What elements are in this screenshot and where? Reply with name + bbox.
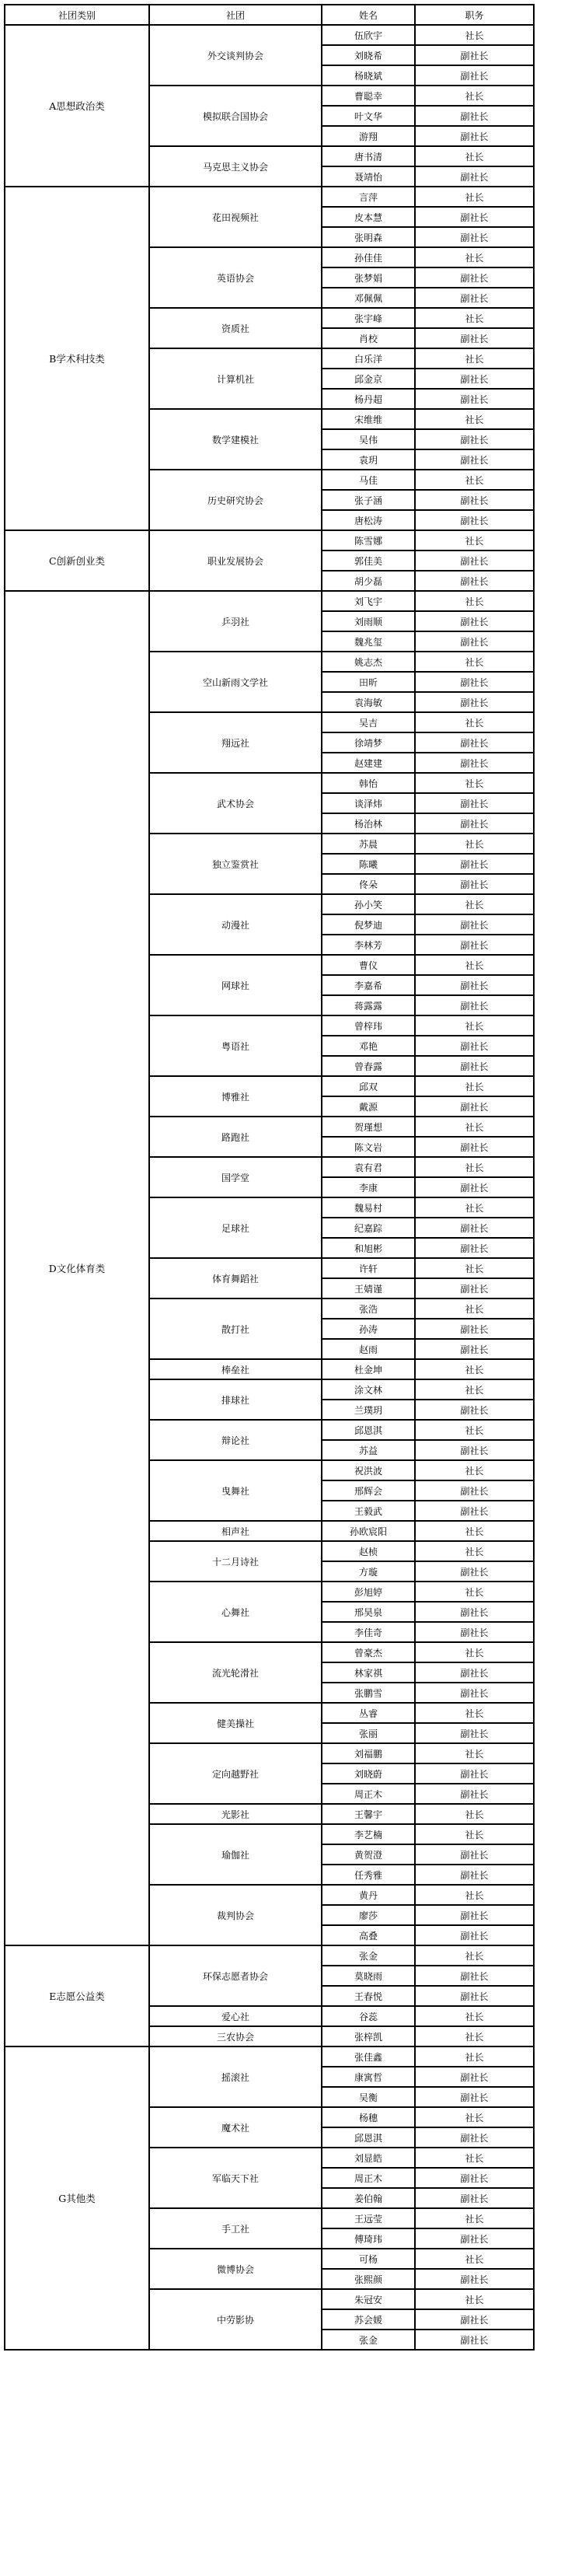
member-name-cell: 肖校 [322,328,415,348]
member-name-cell: 刘福鹏 [322,1743,415,1763]
member-name-cell: 张熙颜 [322,2269,415,2289]
member-role-cell: 副社长 [415,2330,534,2350]
member-role-cell: 副社长 [415,1319,534,1339]
member-name-cell: 谷蕊 [322,2006,415,2026]
club-cell: 英语协会 [149,247,322,308]
member-name-cell: 蒋露露 [322,995,415,1015]
club-cell: 动漫社 [149,894,322,955]
member-role-cell: 社长 [415,25,534,45]
member-name-cell: 孙小笑 [322,894,415,914]
club-cell: 数学建模社 [149,409,322,470]
member-role-cell: 社长 [415,1298,534,1319]
member-name-cell: 魏兆玺 [322,631,415,652]
member-role-cell: 副社长 [415,854,534,874]
member-name-cell: 祝洪波 [322,1460,415,1480]
member-name-cell: 赵建建 [322,753,415,773]
club-cell: 光影社 [149,1804,322,1824]
member-name-cell: 马佳 [322,470,415,490]
member-name-cell: 李嘉希 [322,975,415,995]
member-name-cell: 白乐洋 [322,348,415,369]
club-cell: 外交谈判协会 [149,25,322,86]
category-cell: B学术科技类 [5,187,149,530]
member-name-cell: 刘显皓 [322,2148,415,2168]
club-cell: 翔远社 [149,712,322,773]
member-name-cell: 张明森 [322,227,415,247]
club-cell: 排球社 [149,1379,322,1420]
member-role-cell: 社长 [415,1541,534,1561]
member-name-cell: 张金 [322,1945,415,1966]
category-cell: D文化体育类 [5,591,149,1945]
member-name-cell: 曾梓玮 [322,1015,415,1036]
member-name-cell: 邓佩佩 [322,288,415,308]
member-role-cell: 社长 [415,1258,534,1278]
member-name-cell: 曹仪 [322,955,415,975]
member-role-cell: 副社长 [415,510,534,530]
member-role-cell: 副社长 [415,227,534,247]
table-row [5,2046,534,2067]
member-name-cell: 宋维维 [322,409,415,429]
member-role-cell: 副社长 [415,1238,534,1258]
member-name-cell: 张鹏雪 [322,1683,415,1703]
member-role-cell: 副社长 [415,106,534,126]
member-role-cell: 副社长 [415,1865,534,1885]
member-role-cell: 副社长 [415,753,534,773]
member-role-cell: 副社长 [415,995,534,1015]
member-role-cell: 副社长 [415,1925,534,1945]
member-role-cell: 副社长 [415,1400,534,1420]
member-role-cell: 副社长 [415,631,534,652]
header-name: 姓名 [322,5,415,25]
member-name-cell: 李林芳 [322,935,415,955]
member-name-cell: 陈雪娜 [322,530,415,551]
member-role-cell: 副社长 [415,2067,534,2087]
member-name-cell: 袁有君 [322,1157,415,1177]
member-name-cell: 陈曦 [322,854,415,874]
member-role-cell: 副社长 [415,1723,534,1743]
member-role-cell: 社长 [415,1582,534,1602]
member-name-cell: 孙涛 [322,1319,415,1339]
member-role-cell: 副社长 [415,1986,534,2006]
member-role-cell: 副社长 [415,1844,534,1865]
member-role-cell: 社长 [415,308,534,328]
category-cell: C创新创业类 [5,530,149,591]
club-cell: 心舞社 [149,1582,322,1642]
member-name-cell: 苏晨 [322,834,415,854]
member-role-cell: 副社长 [415,1218,534,1238]
member-name-cell: 徐靖梦 [322,732,415,753]
member-name-cell: 邢昊泉 [322,1602,415,1622]
member-role-cell: 副社长 [415,914,534,935]
member-name-cell: 唐松涛 [322,510,415,530]
member-name-cell: 张浩 [322,1298,415,1319]
member-name-cell: 张佳鑫 [322,2046,415,2067]
member-name-cell: 李康 [322,1177,415,1197]
member-name-cell: 陈文岩 [322,1137,415,1157]
member-name-cell: 游翔 [322,126,415,146]
member-name-cell: 杨丹超 [322,389,415,409]
member-role-cell: 社长 [415,894,534,914]
header-club: 社团 [149,5,322,25]
category-cell: A思想政治类 [5,25,149,187]
member-name-cell: 王春悦 [322,1986,415,2006]
member-name-cell: 胡少磊 [322,571,415,591]
member-role-cell: 社长 [415,2249,534,2269]
member-role-cell: 社长 [415,652,534,672]
club-cell: 体育舞蹈社 [149,1258,322,1298]
member-role-cell: 社长 [415,1945,534,1966]
member-name-cell: 黄丹 [322,1885,415,1905]
member-role-cell: 社长 [415,1076,534,1096]
club-cell: 流光轮滑社 [149,1642,322,1703]
member-role-cell: 社长 [415,1743,534,1763]
member-role-cell: 副社长 [415,672,534,692]
club-cell: 马克思主义协会 [149,146,322,187]
member-name-cell: 戴源 [322,1096,415,1117]
member-role-cell: 副社长 [415,1480,534,1501]
club-roster-table [4,4,535,2351]
member-role-cell: 副社长 [415,1683,534,1703]
member-name-cell: 吴衡 [322,2087,415,2107]
member-name-cell: 王毅武 [322,1501,415,1521]
member-role-cell: 副社长 [415,793,534,813]
member-role-cell: 社长 [415,1197,534,1218]
member-name-cell: 杨治林 [322,813,415,834]
category-cell: E志愿公益类 [5,1945,149,2046]
club-cell: 摇滚社 [149,2046,322,2107]
member-name-cell: 袁玥 [322,449,415,470]
member-role-cell: 副社长 [415,2269,534,2289]
member-name-cell: 伍欣宇 [322,25,415,45]
member-name-cell: 高叠 [322,1925,415,1945]
member-role-cell: 副社长 [415,611,534,631]
member-role-cell: 社长 [415,187,534,207]
member-name-cell: 和旭彬 [322,1238,415,1258]
member-name-cell: 倪梦迪 [322,914,415,935]
club-cell: 裁判协会 [149,1885,322,1945]
header-role: 职务 [415,5,534,25]
member-role-cell: 社长 [415,1117,534,1137]
club-cell: 乒羽社 [149,591,322,652]
member-name-cell: 吴吉 [322,712,415,732]
club-cell: 网球社 [149,955,322,1015]
member-name-cell: 任秀雅 [322,1865,415,1885]
member-role-cell: 社长 [415,712,534,732]
club-cell: 粤语社 [149,1015,322,1076]
club-cell: 棒垒社 [149,1359,322,1379]
member-name-cell: 兰璞玥 [322,1400,415,1420]
member-role-cell: 社长 [415,247,534,267]
member-role-cell: 社长 [415,834,534,854]
member-name-cell: 张子涵 [322,490,415,510]
member-name-cell: 邱金京 [322,369,415,389]
member-name-cell: 周正木 [322,2168,415,2188]
member-role-cell: 社长 [415,348,534,369]
member-name-cell: 赵桢 [322,1541,415,1561]
member-role-cell: 副社长 [415,1966,534,1986]
member-role-cell: 副社长 [415,1036,534,1056]
member-name-cell: 丛睿 [322,1703,415,1723]
member-name-cell: 韩怡 [322,773,415,793]
member-role-cell: 社长 [415,1824,534,1844]
club-cell: 微博协会 [149,2249,322,2289]
member-role-cell: 社长 [415,591,534,611]
member-role-cell: 副社长 [415,2228,534,2249]
member-role-cell: 副社长 [415,267,534,288]
member-name-cell: 邱双 [322,1076,415,1096]
member-role-cell: 副社长 [415,571,534,591]
member-name-cell: 张梦娟 [322,267,415,288]
member-name-cell: 杨晓斌 [322,65,415,86]
member-role-cell: 社长 [415,1460,534,1480]
member-role-cell: 副社长 [415,389,534,409]
member-name-cell: 张丽 [322,1723,415,1743]
member-role-cell: 社长 [415,2148,534,2168]
member-role-cell: 副社长 [415,935,534,955]
table-row [5,1945,534,1966]
club-cell: 国学堂 [149,1157,322,1197]
member-name-cell: 唐书清 [322,146,415,166]
club-cell: 路跑社 [149,1117,322,1157]
member-name-cell: 纪嘉踪 [322,1218,415,1238]
member-role-cell: 副社长 [415,207,534,227]
club-cell: 计算机社 [149,348,322,409]
member-name-cell: 姜伯翰 [322,2188,415,2208]
member-name-cell: 叶文华 [322,106,415,126]
member-role-cell: 社长 [415,2107,534,2127]
club-cell: 环保志愿者协会 [149,1945,322,2006]
header-row [5,5,534,25]
member-role-cell: 副社长 [415,874,534,894]
member-role-cell: 社长 [415,2289,534,2309]
member-role-cell: 副社长 [415,1501,534,1521]
member-name-cell: 王远莹 [322,2208,415,2228]
member-name-cell: 李佳奇 [322,1622,415,1642]
club-cell: 足球社 [149,1197,322,1258]
club-cell: 健美操社 [149,1703,322,1743]
member-name-cell: 邓艳 [322,1036,415,1056]
member-name-cell: 袁海敏 [322,692,415,712]
table-row [5,591,534,611]
member-name-cell: 刘雨顺 [322,611,415,631]
member-name-cell: 曾春露 [322,1056,415,1076]
member-name-cell: 曹聪幸 [322,86,415,106]
club-cell: 中劳影协 [149,2289,322,2350]
table-row [5,530,534,551]
member-role-cell: 副社长 [415,288,534,308]
member-role-cell: 社长 [415,1642,534,1662]
member-name-cell: 田昕 [322,672,415,692]
club-cell: 手工社 [149,2208,322,2249]
member-name-cell: 林家祺 [322,1662,415,1683]
member-role-cell: 社长 [415,1804,534,1824]
member-role-cell: 社长 [415,2006,534,2026]
member-name-cell: 涂文林 [322,1379,415,1400]
member-name-cell: 可杨 [322,2249,415,2269]
club-cell: 模拟联合国协会 [149,86,322,146]
club-cell: 十二月诗社 [149,1541,322,1582]
club-cell: 魔术社 [149,2107,322,2148]
member-role-cell: 副社长 [415,1137,534,1157]
member-name-cell: 许轩 [322,1258,415,1278]
member-name-cell: 刘晓蔚 [322,1763,415,1784]
member-role-cell: 副社长 [415,2309,534,2330]
member-name-cell: 张宇峰 [322,308,415,328]
club-cell: 历史研究协会 [149,470,322,530]
member-role-cell: 社长 [415,2026,534,2046]
member-role-cell: 副社长 [415,551,534,571]
club-cell: 武术协会 [149,773,322,834]
member-name-cell: 彭旭婷 [322,1582,415,1602]
member-name-cell: 刘飞宇 [322,591,415,611]
category-cell: G其他类 [5,2046,149,2350]
club-cell: 瑜伽社 [149,1824,322,1885]
member-name-cell: 李艺楠 [322,1824,415,1844]
member-name-cell: 杨穗 [322,2107,415,2127]
member-role-cell: 副社长 [415,1905,534,1925]
member-role-cell: 副社长 [415,1096,534,1117]
member-name-cell: 苏会媛 [322,2309,415,2330]
member-name-cell: 康寓哲 [322,2067,415,2087]
member-role-cell: 社长 [415,470,534,490]
member-name-cell: 孙欧宸阳 [322,1521,415,1541]
member-name-cell: 朱冠安 [322,2289,415,2309]
club-cell: 职业发展协会 [149,530,322,591]
member-role-cell: 社长 [415,2046,534,2067]
member-role-cell: 社长 [415,86,534,106]
member-role-cell: 社长 [415,1703,534,1723]
member-role-cell: 副社长 [415,1622,534,1642]
member-name-cell: 方璇 [322,1561,415,1582]
member-name-cell: 贺瑾想 [322,1117,415,1137]
member-name-cell: 张金 [322,2330,415,2350]
club-cell: 博雅社 [149,1076,322,1117]
member-name-cell: 傅琦玮 [322,2228,415,2249]
member-role-cell: 副社长 [415,732,534,753]
member-role-cell: 副社长 [415,1784,534,1804]
member-role-cell: 副社长 [415,1339,534,1359]
member-role-cell: 副社长 [415,166,534,187]
member-role-cell: 副社长 [415,126,534,146]
member-role-cell: 社长 [415,530,534,551]
member-name-cell: 周正木 [322,1784,415,1804]
member-name-cell: 苏益 [322,1440,415,1460]
member-role-cell: 副社长 [415,975,534,995]
member-role-cell: 副社长 [415,490,534,510]
member-name-cell: 张梓凯 [322,2026,415,2046]
member-role-cell: 副社长 [415,2127,534,2148]
member-role-cell: 副社长 [415,369,534,389]
member-name-cell: 黄贺澄 [322,1844,415,1865]
member-role-cell: 副社长 [415,1763,534,1784]
member-role-cell: 社长 [415,955,534,975]
club-cell: 爱心社 [149,2006,322,2026]
member-role-cell: 副社长 [415,813,534,834]
club-cell: 独立鉴赏社 [149,834,322,894]
member-name-cell: 曾豪杰 [322,1642,415,1662]
member-role-cell: 社长 [415,773,534,793]
member-role-cell: 副社长 [415,692,534,712]
member-role-cell: 副社长 [415,429,534,449]
member-name-cell: 刘晓希 [322,45,415,65]
member-role-cell: 副社长 [415,65,534,86]
member-role-cell: 副社长 [415,1440,534,1460]
member-name-cell: 姚志杰 [322,652,415,672]
member-role-cell: 社长 [415,409,534,429]
club-cell: 曳舞社 [149,1460,322,1521]
member-role-cell: 社长 [415,1420,534,1440]
member-role-cell: 社长 [415,146,534,166]
member-role-cell: 副社长 [415,1561,534,1582]
member-role-cell: 社长 [415,1359,534,1379]
club-cell: 军临天下社 [149,2148,322,2208]
member-role-cell: 社长 [415,1015,534,1036]
club-cell: 定向越野社 [149,1743,322,1804]
member-name-cell: 邱恩淇 [322,2127,415,2148]
member-role-cell: 社长 [415,1885,534,1905]
member-role-cell: 副社长 [415,1662,534,1683]
member-name-cell: 廖莎 [322,1905,415,1925]
member-role-cell: 副社长 [415,1177,534,1197]
member-name-cell: 孙佳佳 [322,247,415,267]
club-cell: 辩论社 [149,1420,322,1460]
member-role-cell: 副社长 [415,449,534,470]
member-role-cell: 社长 [415,1157,534,1177]
member-role-cell: 副社长 [415,2087,534,2107]
member-role-cell: 副社长 [415,45,534,65]
member-name-cell: 王馨宇 [322,1804,415,1824]
member-name-cell: 皮本慧 [322,207,415,227]
member-role-cell: 社长 [415,1521,534,1541]
member-name-cell: 赵雨 [322,1339,415,1359]
club-cell: 资质社 [149,308,322,348]
club-cell: 相声社 [149,1521,322,1541]
member-name-cell: 佟朵 [322,874,415,894]
club-cell: 散打社 [149,1298,322,1359]
member-name-cell: 吴伟 [322,429,415,449]
member-role-cell: 副社长 [415,1278,534,1298]
member-name-cell: 杜金坤 [322,1359,415,1379]
member-name-cell: 莫晓雨 [322,1966,415,1986]
member-role-cell: 副社长 [415,2168,534,2188]
member-name-cell: 王婧谨 [322,1278,415,1298]
member-role-cell: 副社长 [415,1056,534,1076]
member-role-cell: 社长 [415,2208,534,2228]
table-row [5,187,534,207]
club-cell: 三农协会 [149,2026,322,2046]
member-role-cell: 副社长 [415,328,534,348]
table-row [5,25,534,45]
member-name-cell: 魏易村 [322,1197,415,1218]
club-cell: 空山新雨文学社 [149,652,322,712]
member-role-cell: 社长 [415,1379,534,1400]
member-role-cell: 副社长 [415,1602,534,1622]
member-name-cell: 言萍 [322,187,415,207]
header-category: 社团类别 [5,5,149,25]
member-name-cell: 郭佳美 [322,551,415,571]
club-cell: 花田视频社 [149,187,322,247]
member-name-cell: 邢辉会 [322,1480,415,1501]
roster-body [5,25,534,2350]
member-name-cell: 邱恩淇 [322,1420,415,1440]
member-role-cell: 副社长 [415,2188,534,2208]
member-name-cell: 谈泽炜 [322,793,415,813]
member-name-cell: 聂靖怡 [322,166,415,187]
